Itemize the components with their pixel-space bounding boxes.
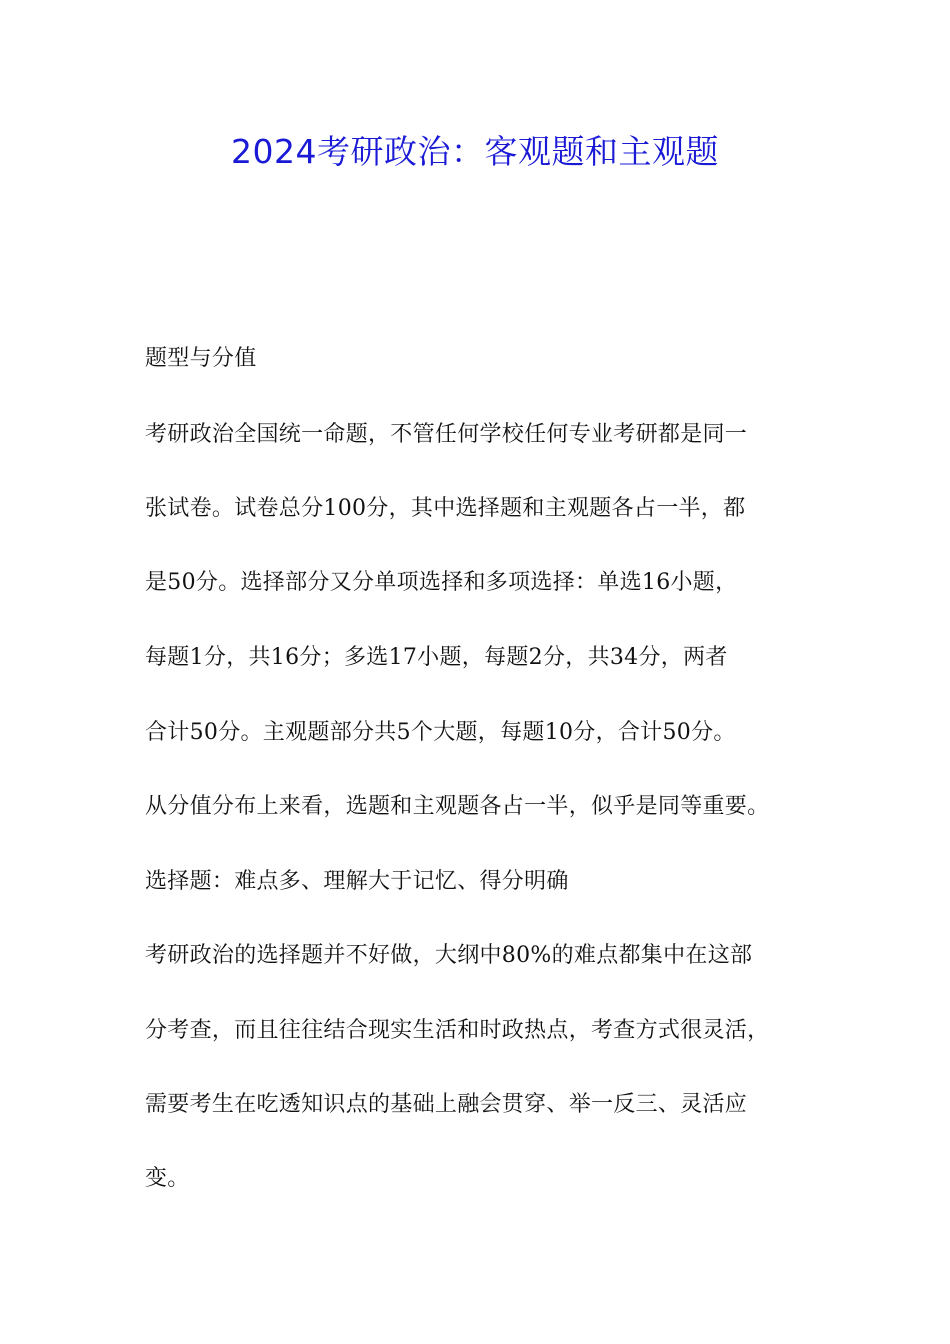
section-heading-multiple-choice: 选择题：难点多、理解大于记忆、得分明确 — [145, 869, 569, 894]
paragraph-line: 分考查，而且往往结合现实生活和时政热点，考查方式很灵活， — [145, 1018, 770, 1043]
paragraph-line: 张试卷。试卷总分100分，其中选择题和主观题各占一半，都 — [145, 496, 746, 521]
paragraph-line: 每题1分，共16分；多选17小题，每题2分，共34分，两者 — [145, 645, 728, 670]
paragraph-line: 从分值分布上来看，选题和主观题各占一半，似乎是同等重要。 — [145, 794, 770, 819]
paragraph-line: 是50分。选择部分又分单项选择和多项选择：单选16小题， — [145, 570, 738, 595]
paragraph-line: 考研政治的选择题并不好做，大纲中80%的难点都集中在这部 — [145, 943, 753, 968]
section-heading-question-types: 题型与分值 — [145, 346, 257, 371]
document-title: 2024考研政治：客观题和主观题 — [231, 132, 719, 171]
paragraph-line: 需要考生在吃透知识点的基础上融会贯穿、举一反三、灵活应 — [145, 1092, 748, 1117]
paragraph-line: 变。 — [145, 1166, 190, 1191]
paragraph-line: 考研政治全国统一命题，不管任何学校任何专业考研都是同一 — [145, 422, 748, 447]
paragraph-line: 合计50分。主观题部分共5个大题，每题10分，合计50分。 — [145, 720, 736, 745]
